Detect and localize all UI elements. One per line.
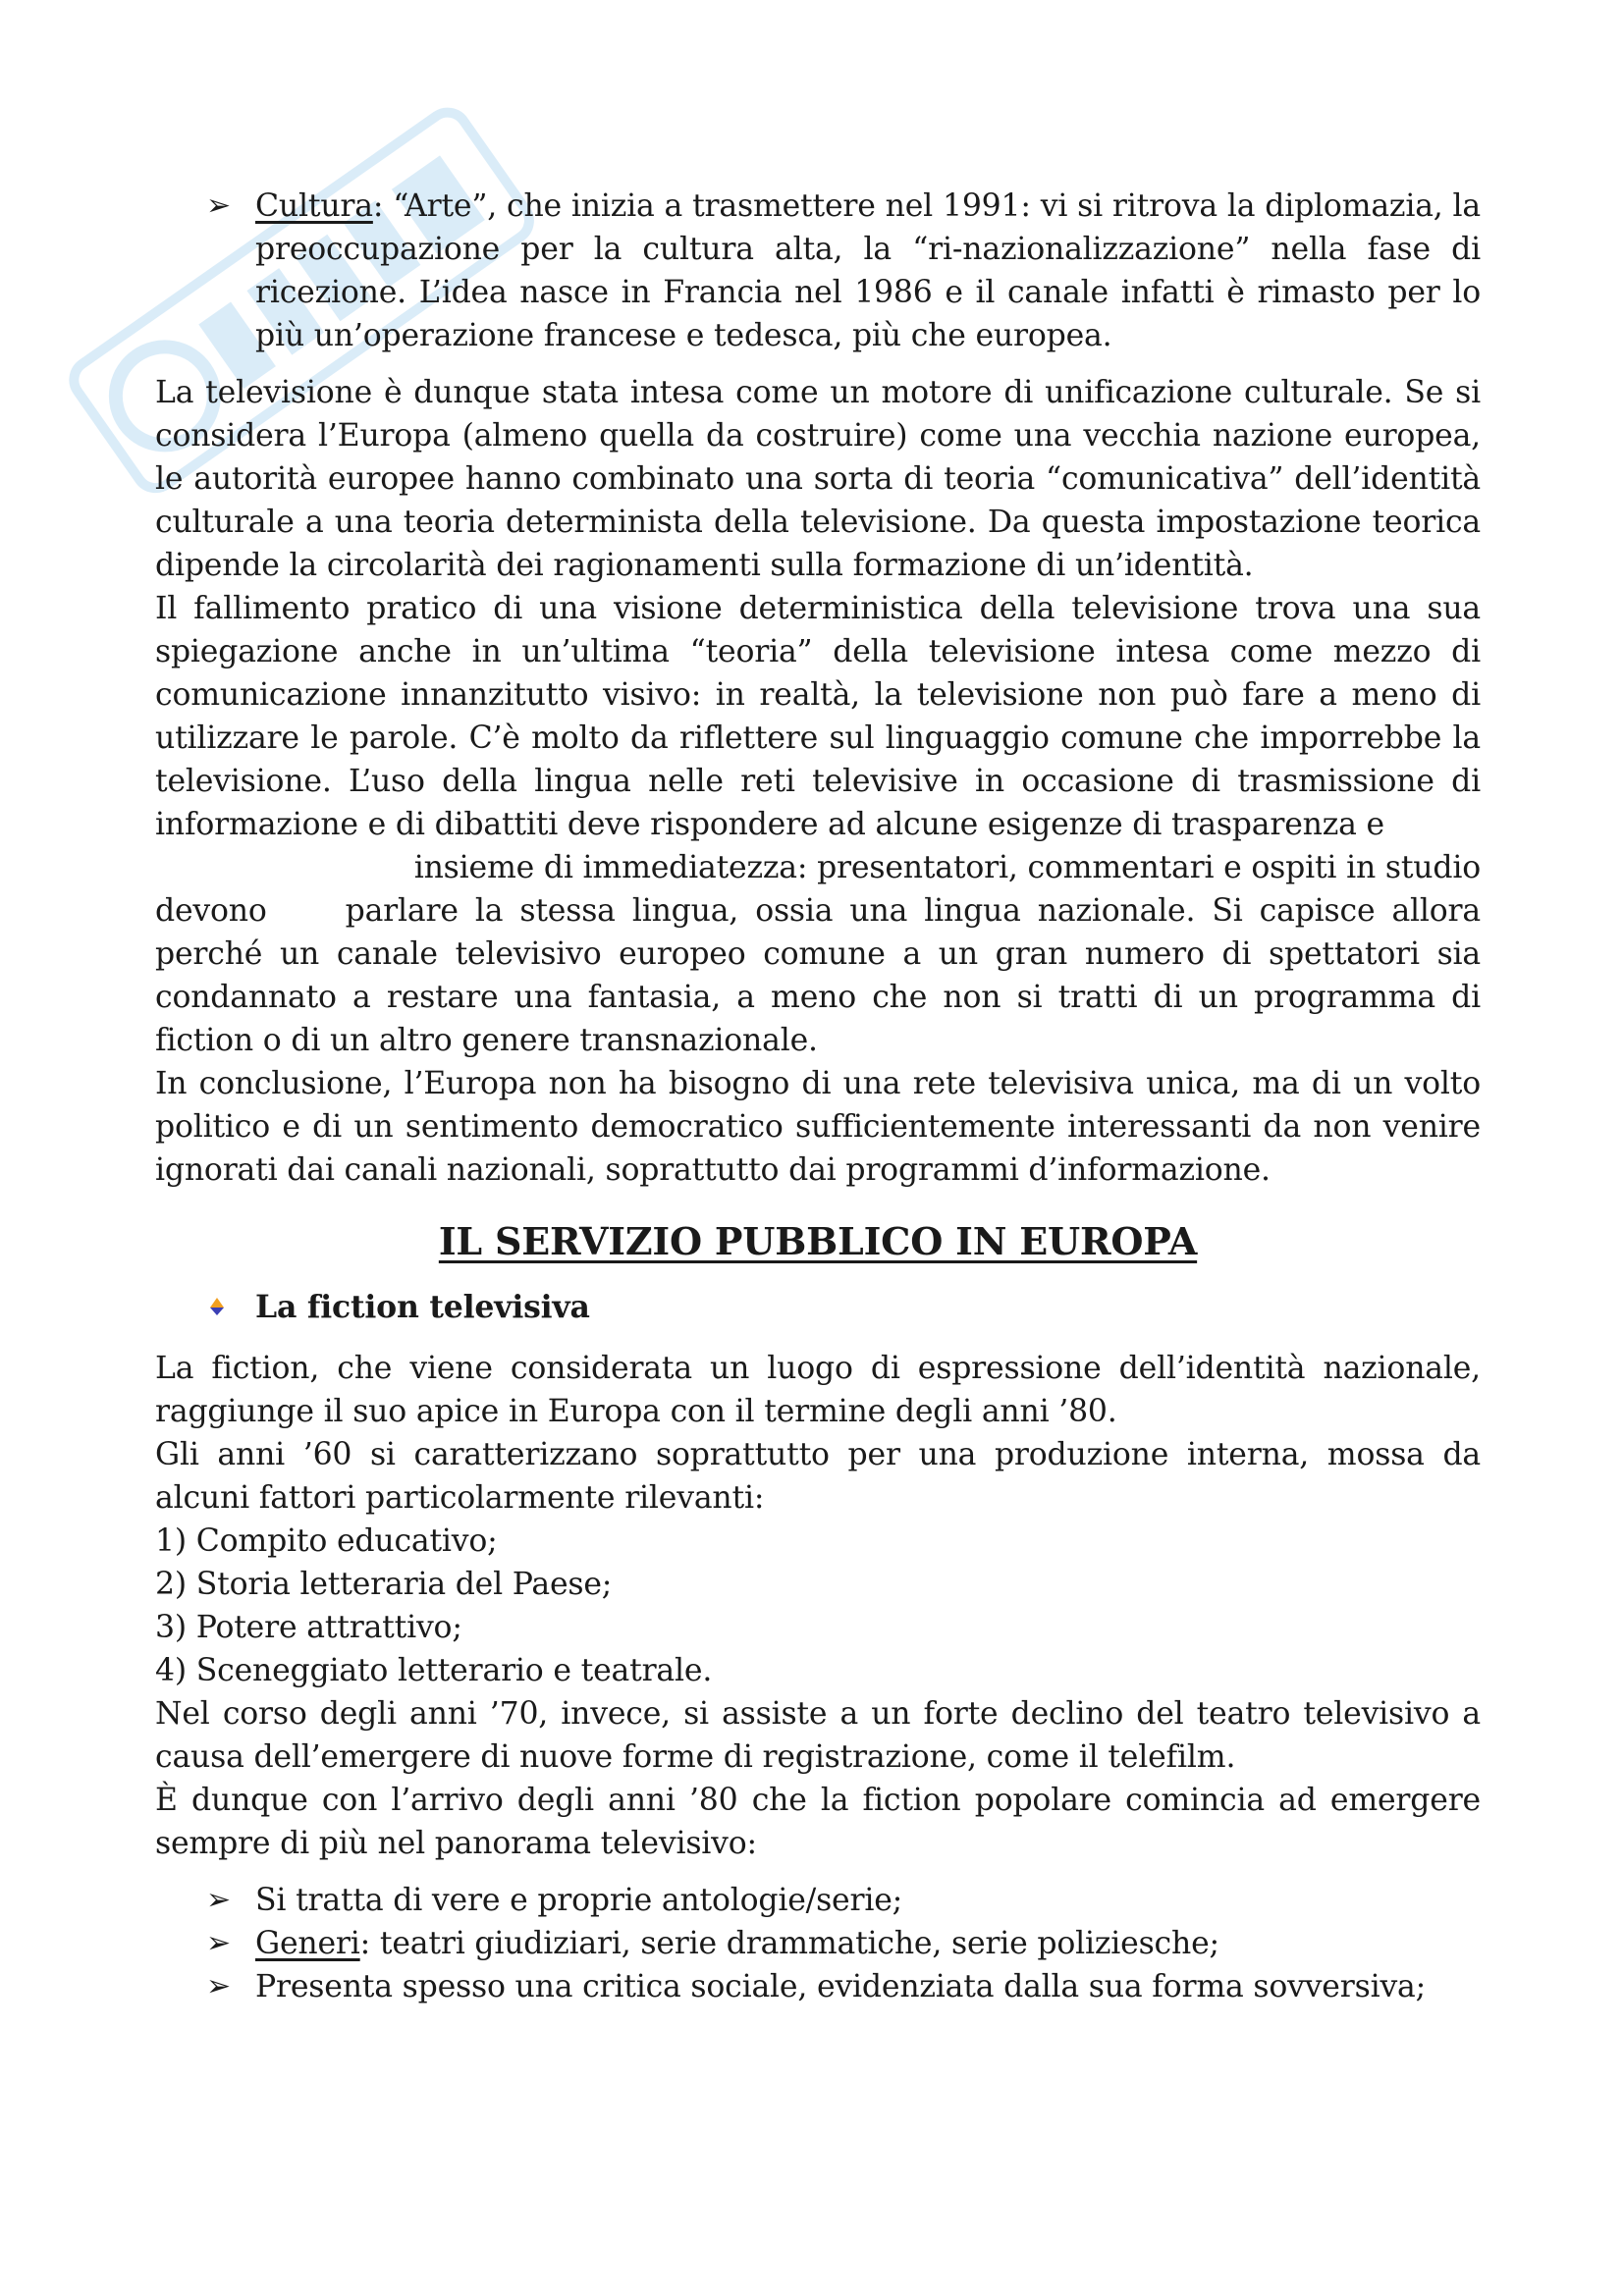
paragraph <box>155 889 1481 1062</box>
subsection-title: La fiction televisiva <box>255 1289 590 1325</box>
list-item: 2) Storia letteraria del Paese; <box>155 1567 613 1602</box>
document-page <box>155 185 1481 2008</box>
arrow-down-bullet-icon <box>206 1296 228 1317</box>
paragraph-word: devono <box>155 893 267 929</box>
bullet-text: : “Arte”, che inizia a trasmettere nel 1991: vi si ritrova la diplomazia, la preoccupazione per la cultura alta, la “ri-nazionalizzazione” nella fase di ricezione. L’idea nasce in Francia nel 1986 e il canale infatti è rimasto per lo più un’operazione francese e tedesca, più che europea. <box>255 188 1481 353</box>
arrow-bullet-icon: ➢ <box>206 1926 231 1960</box>
paragraph: La televisione è dunque stata intesa come un motore di unificazione culturale. Se si considera l’Europa (almeno quella da costruire) come una vecchia nazione europea, le autorità europee hanno combinato una sorta di teoria “comunicativa” dell’identità culturale a una teoria determinista della televisione. Da questa impostazione teorica dipende la circolarità dei ragionamenti sulla formazione di un’identità. <box>155 375 1481 583</box>
bullet-label: Cultura <box>255 188 373 224</box>
paragraph: In conclusione, l’Europa non ha bisogno di una rete televisiva unica, ma di un volto politico e di un sentimento democratico sufficientemente interessanti da non venire ignorati dai canali nazionali, soprattutto dai programmi d’informazione. <box>155 1066 1481 1188</box>
paragraph-text: parlare la stessa lingua, ossia una lingua nazionale. Si capisce allora perché un canale televisivo europeo comune a un gran numero di spettatori sia condannato a restare una fantasia, a meno che non si tratti di un programma di fiction o di un altro genere transnazionale. <box>155 893 1481 1058</box>
section-heading: IL SERVIZIO PUBBLICO IN EUROPA <box>438 1219 1198 1263</box>
bullet-list-bottom <box>155 1879 1481 2008</box>
bullet-label: Generi <box>255 1926 360 1961</box>
bullet-text: : teatri giudiziari, serie drammatiche, serie poliziesche; <box>359 1926 1219 1961</box>
paragraph: Il fallimento pratico di una visione deterministica della televisione trova una sua spiegazione anche in un’ultima “teoria” della televisione intesa come mezzo di comunicazione innanzitutto visivo: in realtà, la televisione non può fare a meno di utilizzare le parole. C’è molto da riflettere sul linguaggio comune che imporrebbe la televisione. L’uso della lingua nelle reti televisive in occasione di trasmissione di informazione e di dibattiti deve rispondere ad alcune esigenze di trasparenza e <box>155 591 1481 842</box>
paragraph: insieme di immediatezza: presentatori, commentari e ospiti in studio <box>413 850 1481 885</box>
list-item <box>155 185 1481 357</box>
list-item: 4) Sceneggiato letterario e teatrale. <box>155 1653 713 1688</box>
arrow-bullet-icon: ➢ <box>206 1883 231 1917</box>
bullet-text: Presenta spesso una critica sociale, evidenziata dalla sua forma sovversiva; <box>255 1969 1427 2004</box>
paragraph: Nel corso degli anni ’70, invece, si assiste a un forte declino del teatro televisivo a causa dell’emergere di nuove forme di registrazione, come il telefilm. <box>155 1696 1481 1775</box>
arrow-bullet-icon: ➢ <box>206 188 231 223</box>
bullet-list-top <box>155 185 1481 357</box>
list-item: 1) Compito educativo; <box>155 1523 498 1559</box>
list-item <box>155 1922 1481 1965</box>
bullet-text: Si tratta di vere e proprie antologie/serie; <box>255 1883 903 1918</box>
list-item <box>155 1879 1481 1922</box>
list-item <box>155 1965 1481 2008</box>
subsection-heading <box>155 1286 1481 1329</box>
arrow-bullet-icon: ➢ <box>206 1969 231 2003</box>
list-item: 3) Potere attrattivo; <box>155 1610 462 1645</box>
paragraph: Gli anni ’60 si caratterizzano soprattutto per una produzione interna, mossa da alcuni fattori particolarmente rilevanti: <box>155 1437 1481 1516</box>
numbered-list <box>155 1520 1481 1692</box>
paragraph: È dunque con l’arrivo degli anni ’80 che la fiction popolare comincia ad emergere sempre di più nel panorama televisivo: <box>155 1783 1481 1861</box>
paragraph: La fiction, che viene considerata un luogo di espressione dell’identità nazionale, raggiunge il suo apice in Europa con il termine degli anni ’80. <box>155 1351 1481 1429</box>
